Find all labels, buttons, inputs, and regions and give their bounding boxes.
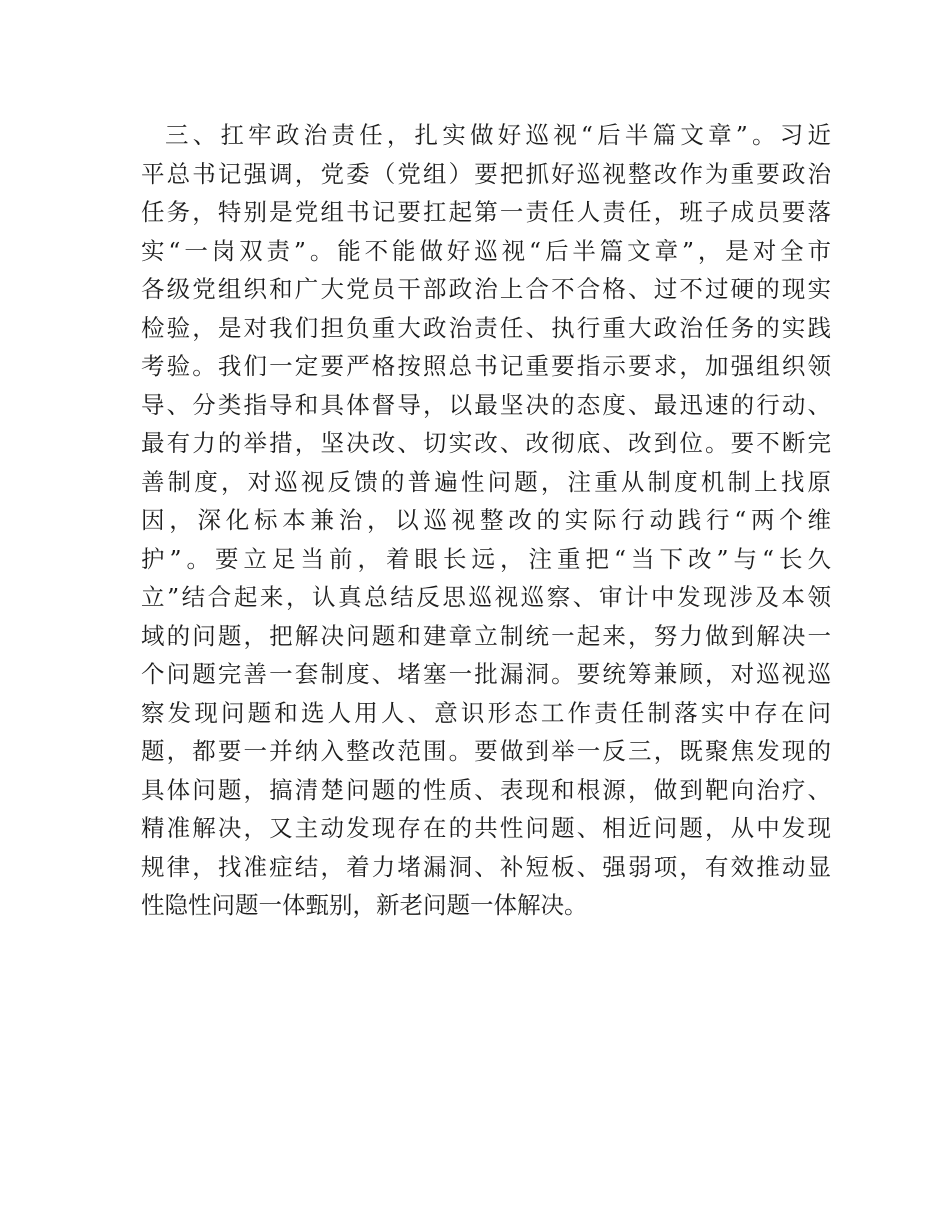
paragraph-line: 最有力的举措，坚决改、切实改、改彻底、改到位。要不断完 <box>141 429 831 457</box>
paragraph-line: 精准解决，又主动发现存在的共性问题、相近问题，从中发现 <box>141 814 831 842</box>
paragraph-line: 立”结合起来，认真总结反思巡视巡察、审计中发现涉及本领 <box>141 583 831 611</box>
paragraph-line: 规律，找准症结，着力堵漏洞、补短板、强弱项，有效推动显 <box>141 852 831 881</box>
paragraph-line: 因，深化标本兼治，以巡视整改的实际行动践行“两个维 <box>141 506 831 534</box>
paragraph-line: 察发现问题和选人用人、意识形态工作责任制落实中存在问 <box>141 698 831 727</box>
paragraph-line: 各级党组织和广大党员干部政治上合不合格、过不过硬的现实 <box>141 275 831 303</box>
paragraph-line: 考验。我们一定要严格按照总书记重要指示要求，加强组织领 <box>141 352 831 380</box>
paragraph-line: 具体问题，搞清楚问题的性质、表现和根源，做到靶向治疗、 <box>141 775 831 804</box>
paragraph-line: 导、分类指导和具体督导，以最坚决的态度、最迅速的行动、 <box>141 390 831 419</box>
paragraph-line: 题，都要一并纳入整改范围。要做到举一反三，既聚焦发现的 <box>141 737 831 765</box>
paragraph-line: 三、扛牢政治责任，扎实做好巡视“后半篇文章”。习近 <box>165 121 831 149</box>
paragraph-line: 平总书记强调，党委（党组）要把抓好巡视整改作为重要政治 <box>141 159 831 188</box>
paragraph-line: 任务，特别是党组书记要扛起第一责任人责任，班子成员要落 <box>141 198 831 226</box>
body-paragraph <box>141 116 831 925</box>
paragraph-line: 个问题完善一套制度、堵塞一批漏洞。要统筹兼顾，对巡视巡 <box>141 660 831 688</box>
paragraph-line: 检验，是对我们担负重大政治责任、执行重大政治任务的实践 <box>141 313 831 342</box>
paragraph-line: 性隐性问题一体甄别，新老问题一体解决。 <box>141 891 588 919</box>
paragraph-line: 护”。要立足当前，着眼长远，注重把“当下改”与“长久 <box>141 544 831 573</box>
paragraph-line: 域的问题，把解决问题和建章立制统一起来，努力做到解决一 <box>141 621 831 650</box>
paragraph-line: 善制度，对巡视反馈的普遍性问题，注重从制度机制上找原 <box>141 467 831 496</box>
paragraph-line: 实“一岗双责”。能不能做好巡视“后半篇文章”，是对全市 <box>141 236 831 265</box>
